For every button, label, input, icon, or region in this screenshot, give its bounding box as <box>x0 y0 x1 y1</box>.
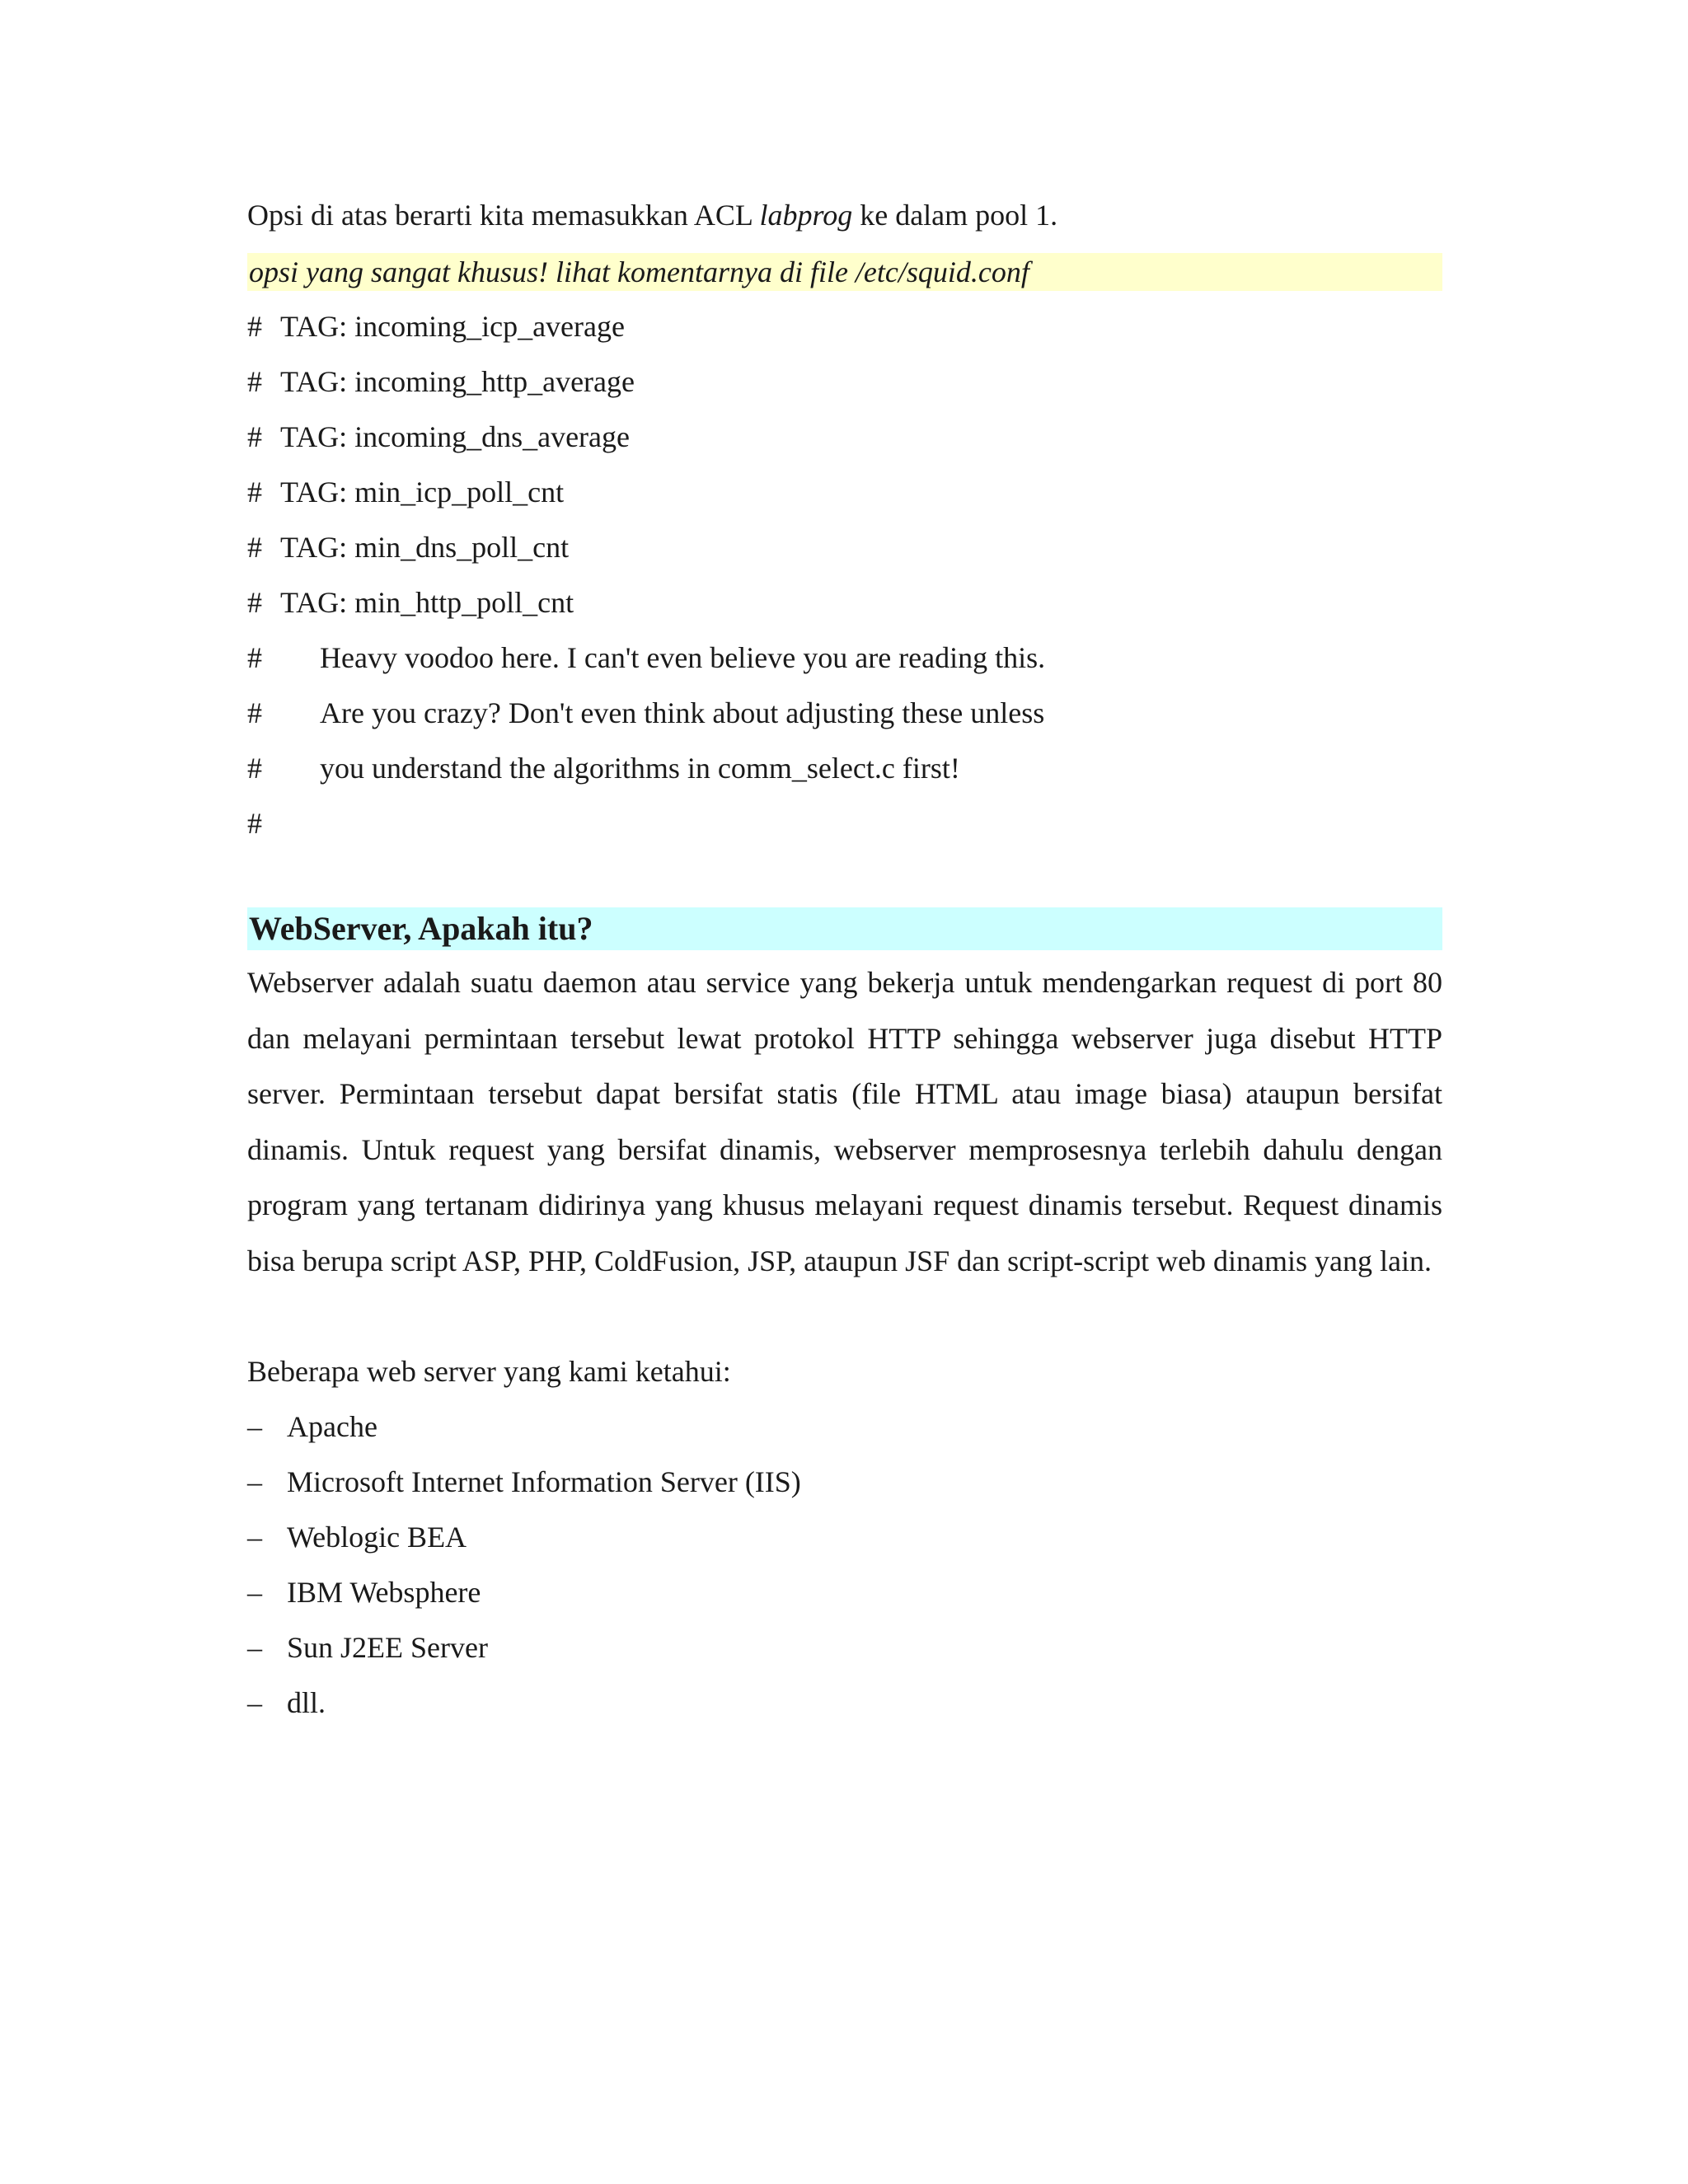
code-line <box>247 686 1442 741</box>
code-text: Are you crazy? Don't even think about adjusting these unless <box>320 696 1045 729</box>
list-item-text: Microsoft Internet Information Server (IIS) <box>287 1465 801 1498</box>
code-text: TAG: min_icp_poll_cnt <box>280 476 565 509</box>
code-text: TAG: incoming_dns_average <box>280 420 631 453</box>
section-heading: WebServer, Apakah itu? <box>247 907 1442 950</box>
code-hash: # <box>247 641 262 674</box>
code-hash: # <box>247 420 262 453</box>
list-dash: – <box>247 1576 262 1609</box>
list-item <box>247 1510 1442 1565</box>
list-item-text: IBM Websphere <box>287 1576 481 1609</box>
code-hash: # <box>247 310 262 343</box>
code-hash: # <box>247 531 262 564</box>
code-text: TAG: incoming_icp_average <box>280 310 625 343</box>
intro-text-before: Opsi di atas berarti kita memasukkan ACL <box>247 199 760 232</box>
code-hash: # <box>247 807 262 840</box>
code-line <box>247 299 1442 354</box>
code-line <box>247 520 1442 575</box>
list-dash: – <box>247 1521 262 1554</box>
list-dash: – <box>247 1465 262 1498</box>
intro-emphasis: labprog <box>759 199 853 232</box>
code-line <box>247 410 1442 465</box>
code-text: TAG: min_http_poll_cnt <box>280 586 574 619</box>
code-line <box>247 741 1442 796</box>
list-item-text: Weblogic BEA <box>287 1521 467 1554</box>
code-hash: # <box>247 752 262 785</box>
list-item-text: dll. <box>287 1686 326 1719</box>
list-item <box>247 1455 1442 1510</box>
code-hash: # <box>247 696 262 729</box>
code-hash: # <box>247 365 262 398</box>
list-item-text: Sun J2EE Server <box>287 1631 488 1664</box>
list-item <box>247 1565 1442 1620</box>
intro-line <box>247 188 1442 243</box>
list-intro: Beberapa web server yang kami ketahui: <box>247 1355 731 1388</box>
code-line <box>247 630 1442 686</box>
list-dash: – <box>247 1631 262 1664</box>
code-line <box>247 354 1442 410</box>
list-dash: – <box>247 1410 262 1443</box>
section-paragraph: Webserver adalah suatu daemon atau service yang bekerja untuk mendengarkan request di port 80 dan melayani permintaan tersebut lewat protokol HTTP sehingga webserver juga disebut HTTP server. Permintaan tersebut dapat bersifat statis (file HTML atau image biasa) ataupun bersifat dinamis. Untuk request yang bersifat dinamis, webserver memprosesnya terlebih dahulu dengan program yang tertanam didirinya yang khusus melayani request dinamis tersebut. Request dinamis bisa berupa script ASP, PHP, ColdFusion, JSP, ataupun JSF dan script-script web dinamis yang lain. <box>247 966 1442 1277</box>
code-block <box>247 299 1442 851</box>
code-line <box>247 575 1442 630</box>
server-list <box>247 1399 1442 1731</box>
code-line <box>247 796 1442 851</box>
code-text: Heavy voodoo here. I can't even believe you are reading this. <box>320 641 1046 674</box>
code-hash: # <box>247 476 262 509</box>
list-item <box>247 1399 1442 1455</box>
intro-text-after: ke dalam pool 1. <box>852 199 1058 232</box>
code-text: you understand the algorithms in comm_select.c first! <box>320 752 960 785</box>
code-text: TAG: min_dns_poll_cnt <box>280 531 570 564</box>
list-item-text: Apache <box>287 1410 377 1443</box>
code-hash: # <box>247 586 262 619</box>
code-line <box>247 465 1442 520</box>
list-item <box>247 1675 1442 1731</box>
list-item <box>247 1620 1442 1675</box>
code-text: TAG: incoming_http_average <box>280 365 635 398</box>
list-dash: – <box>247 1686 262 1719</box>
document-page <box>247 188 1442 1731</box>
note-highlight: opsi yang sangat khusus! lihat komentarnya di file /etc/squid.conf <box>247 253 1442 291</box>
